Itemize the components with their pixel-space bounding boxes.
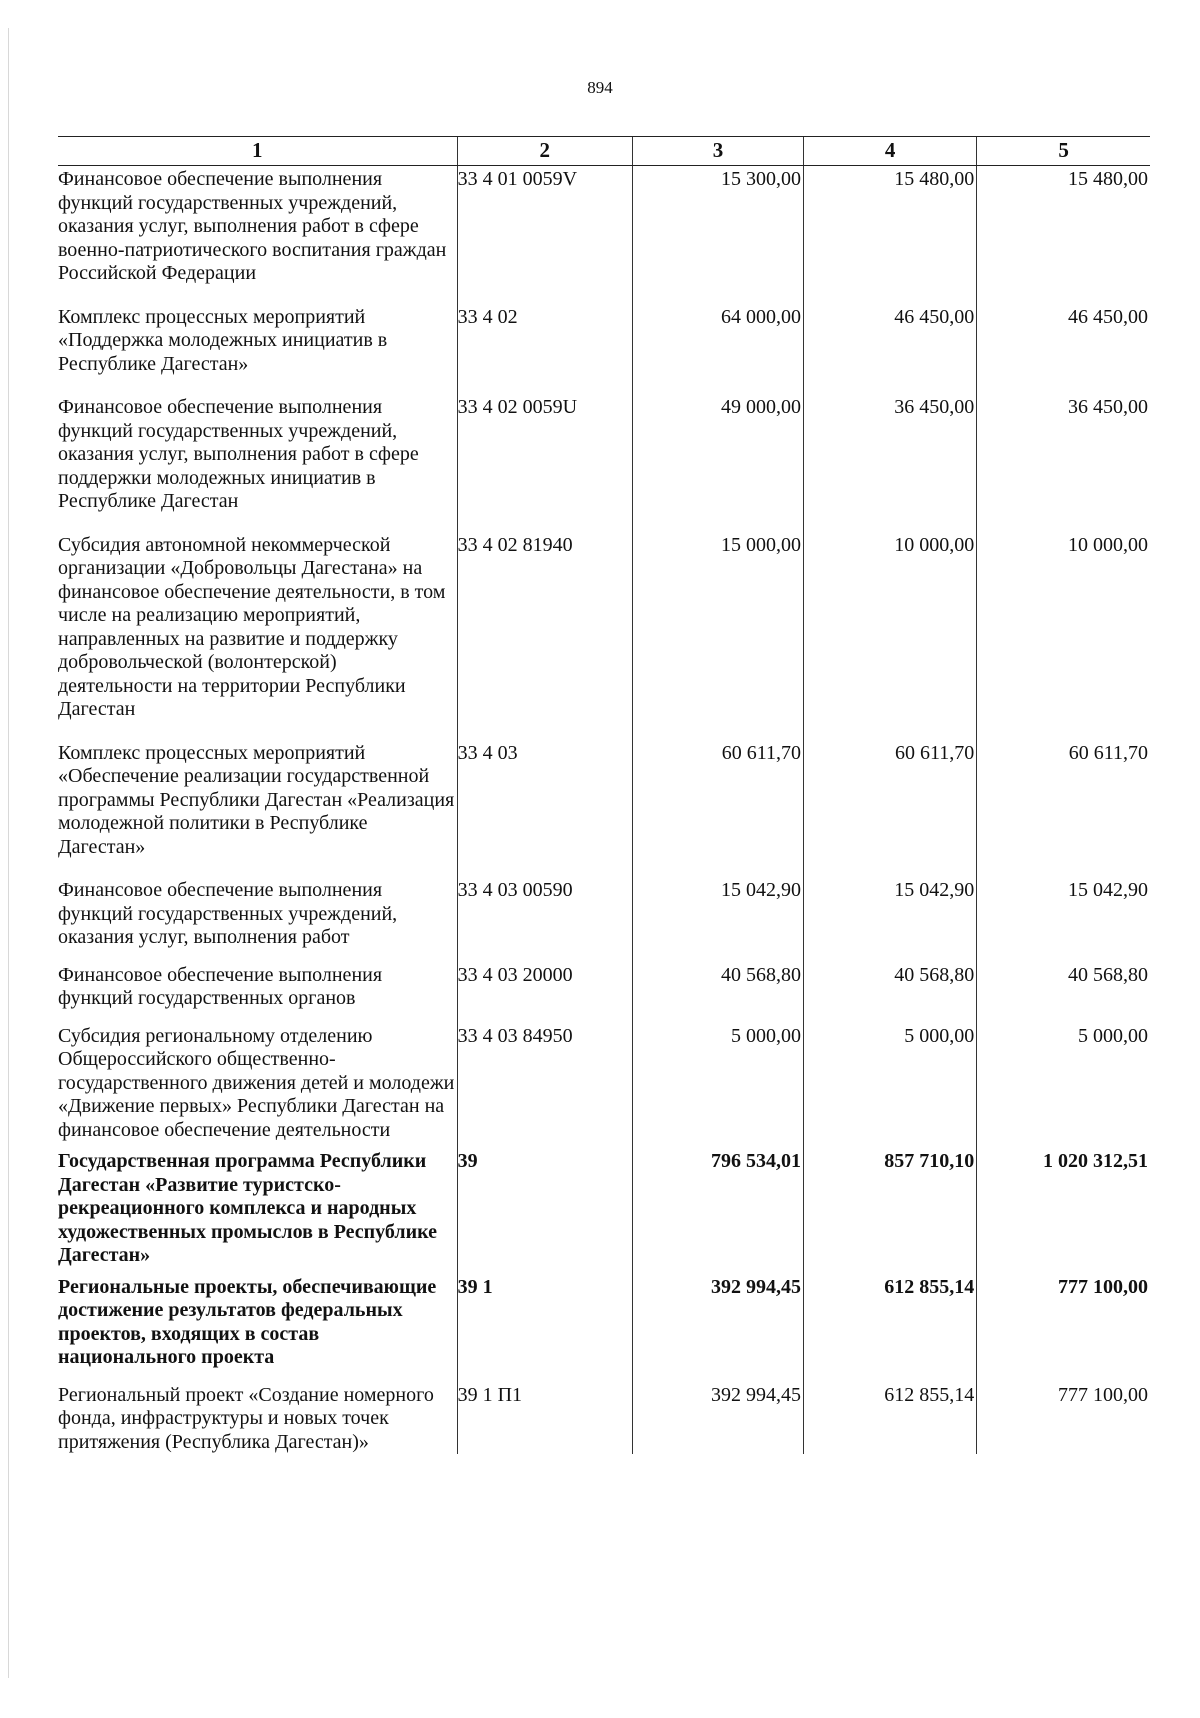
row-code-cell: 33 4 03 20000	[457, 962, 632, 1023]
row-name-cell: Комплекс процессных мероприятий «Поддержка молодежных инициатив в Республике Дагестан»	[58, 305, 388, 375]
row-value-col3-cell: 15 042,90	[632, 877, 803, 962]
row-name-cell: Региональные проекты, обеспечивающие достижение результатов федеральных проектов, входящих в состав национального проекта	[58, 1275, 437, 1368]
row-value-col5-cell: 5 000,00	[977, 1023, 1150, 1149]
column-header-2: 2	[457, 137, 632, 166]
row-code-cell: 33 4 01 0059V	[457, 166, 632, 304]
row-code-cell: 33 4 03 00590	[457, 877, 632, 962]
row-value-col3-cell: 5 000,00	[632, 1023, 803, 1149]
row-value-col3-cell: 60 611,70	[632, 740, 803, 878]
row-value-col3-cell: 392 994,45	[632, 1274, 803, 1382]
row-code-cell: 39 1	[457, 1274, 632, 1382]
column-header-1: 1	[58, 137, 457, 166]
table-row	[58, 1382, 1150, 1455]
row-code-cell: 39 1 П1	[457, 1382, 632, 1455]
row-value-col4-cell: 857 710,10	[804, 1148, 977, 1274]
row-value-col4-cell: 5 000,00	[804, 1023, 977, 1149]
row-code-cell: 33 4 02 0059U	[457, 394, 632, 532]
row-value-col4-cell: 15 042,90	[804, 877, 977, 962]
row-code-cell: 33 4 02	[457, 304, 632, 395]
row-value-col3-cell: 49 000,00	[632, 394, 803, 532]
row-code-cell: 33 4 02 81940	[457, 532, 632, 740]
row-value-col4-cell: 60 611,70	[804, 740, 977, 878]
table-row	[58, 1148, 1150, 1274]
row-name-cell: Региональный проект «Создание номерного фонда, инфраструктуры и новых точек притяжения (Республика Дагестан)»	[58, 1383, 434, 1453]
row-value-col5-cell: 46 450,00	[977, 304, 1150, 395]
row-value-col4-cell: 10 000,00	[804, 532, 977, 740]
table-row	[58, 1023, 1150, 1149]
row-value-col3-cell: 392 994,45	[632, 1382, 803, 1455]
row-value-col5-cell: 40 568,80	[977, 962, 1150, 1023]
table-body	[58, 166, 1150, 1455]
row-name-cell: Финансовое обеспечение выполнения функций государственных учреждений, оказания услуг, выполнения работ в сфере поддержки молодежных инициатив в Республике Дагестан	[58, 396, 419, 512]
row-name-cell: Государственная программа Республики Дагестан «Развитие туристско-рекреационного комплекса и народных художественных промыслов в Республике Дагестан»	[58, 1150, 438, 1266]
column-header-5: 5	[977, 137, 1150, 166]
row-value-col5-cell: 1 020 312,51	[977, 1148, 1150, 1274]
row-name-cell: Комплекс процессных мероприятий «Обеспечение реализации государственной программы Республики Дагестан «Реализация молодежной политики в Республике Дагестан»	[58, 741, 455, 858]
table-row	[58, 1274, 1150, 1382]
table-row	[58, 962, 1150, 1023]
row-value-col3-cell: 40 568,80	[632, 962, 803, 1023]
row-value-col3-cell: 15 300,00	[632, 166, 803, 304]
table-row	[58, 304, 1150, 395]
row-value-col4-cell: 15 480,00	[804, 166, 977, 304]
row-code-cell: 33 4 03 84950	[457, 1023, 632, 1149]
table-row	[58, 166, 1150, 304]
table-header-row	[58, 137, 1150, 166]
row-value-col5-cell: 10 000,00	[977, 532, 1150, 740]
row-value-col3-cell: 796 534,01	[632, 1148, 803, 1274]
row-value-col4-cell: 36 450,00	[804, 394, 977, 532]
row-value-col3-cell: 15 000,00	[632, 532, 803, 740]
row-value-col3-cell: 64 000,00	[632, 304, 803, 395]
row-code-cell: 39	[457, 1148, 632, 1274]
row-name-cell: Субсидия автономной некоммерческой организации «Добровольцы Дагестана» на финансовое обеспечение деятельности, в том числе на реализацию мероприятий, направленных на развитие и поддержку добровольческой (волонтерской) деятельности на территории Республики Дагестан	[58, 533, 446, 720]
row-value-col4-cell: 46 450,00	[804, 304, 977, 395]
row-name-cell: Финансовое обеспечение выполнения функций государственных учреждений, оказания услуг, выполнения работ в сфере военно-патриотического воспитания граждан Российской Федерации	[58, 168, 447, 284]
row-value-col4-cell: 612 855,14	[804, 1274, 977, 1382]
page-number: 894	[587, 78, 613, 97]
column-header-4: 4	[804, 137, 977, 166]
column-header-3: 3	[632, 137, 803, 166]
table-row	[58, 394, 1150, 532]
row-code-cell: 33 4 03	[457, 740, 632, 878]
row-value-col5-cell: 777 100,00	[977, 1274, 1150, 1382]
table-row	[58, 877, 1150, 962]
table-row	[58, 740, 1150, 878]
scan-edge-line	[8, 28, 9, 1678]
row-value-col5-cell: 36 450,00	[977, 394, 1150, 532]
row-name-cell: Финансовое обеспечение выполнения функций государственных учреждений, оказания услуг, выполнения работ	[58, 879, 398, 948]
row-value-col5-cell: 777 100,00	[977, 1382, 1150, 1455]
budget-table	[58, 136, 1150, 1454]
table-row	[58, 532, 1150, 740]
row-name-cell: Финансовое обеспечение выполнения функций государственных органов	[58, 963, 383, 1009]
row-value-col5-cell: 15 042,90	[977, 877, 1150, 962]
row-value-col4-cell: 40 568,80	[804, 962, 977, 1023]
row-value-col5-cell: 60 611,70	[977, 740, 1150, 878]
row-value-col4-cell: 612 855,14	[804, 1382, 977, 1455]
row-value-col5-cell: 15 480,00	[977, 166, 1150, 304]
row-name-cell: Субсидия региональному отделению Общероссийского общественно-государственного движения детей и молодежи «Движение первых» Республики Дагестан на финансовое обеспечение деятельности	[58, 1024, 455, 1141]
